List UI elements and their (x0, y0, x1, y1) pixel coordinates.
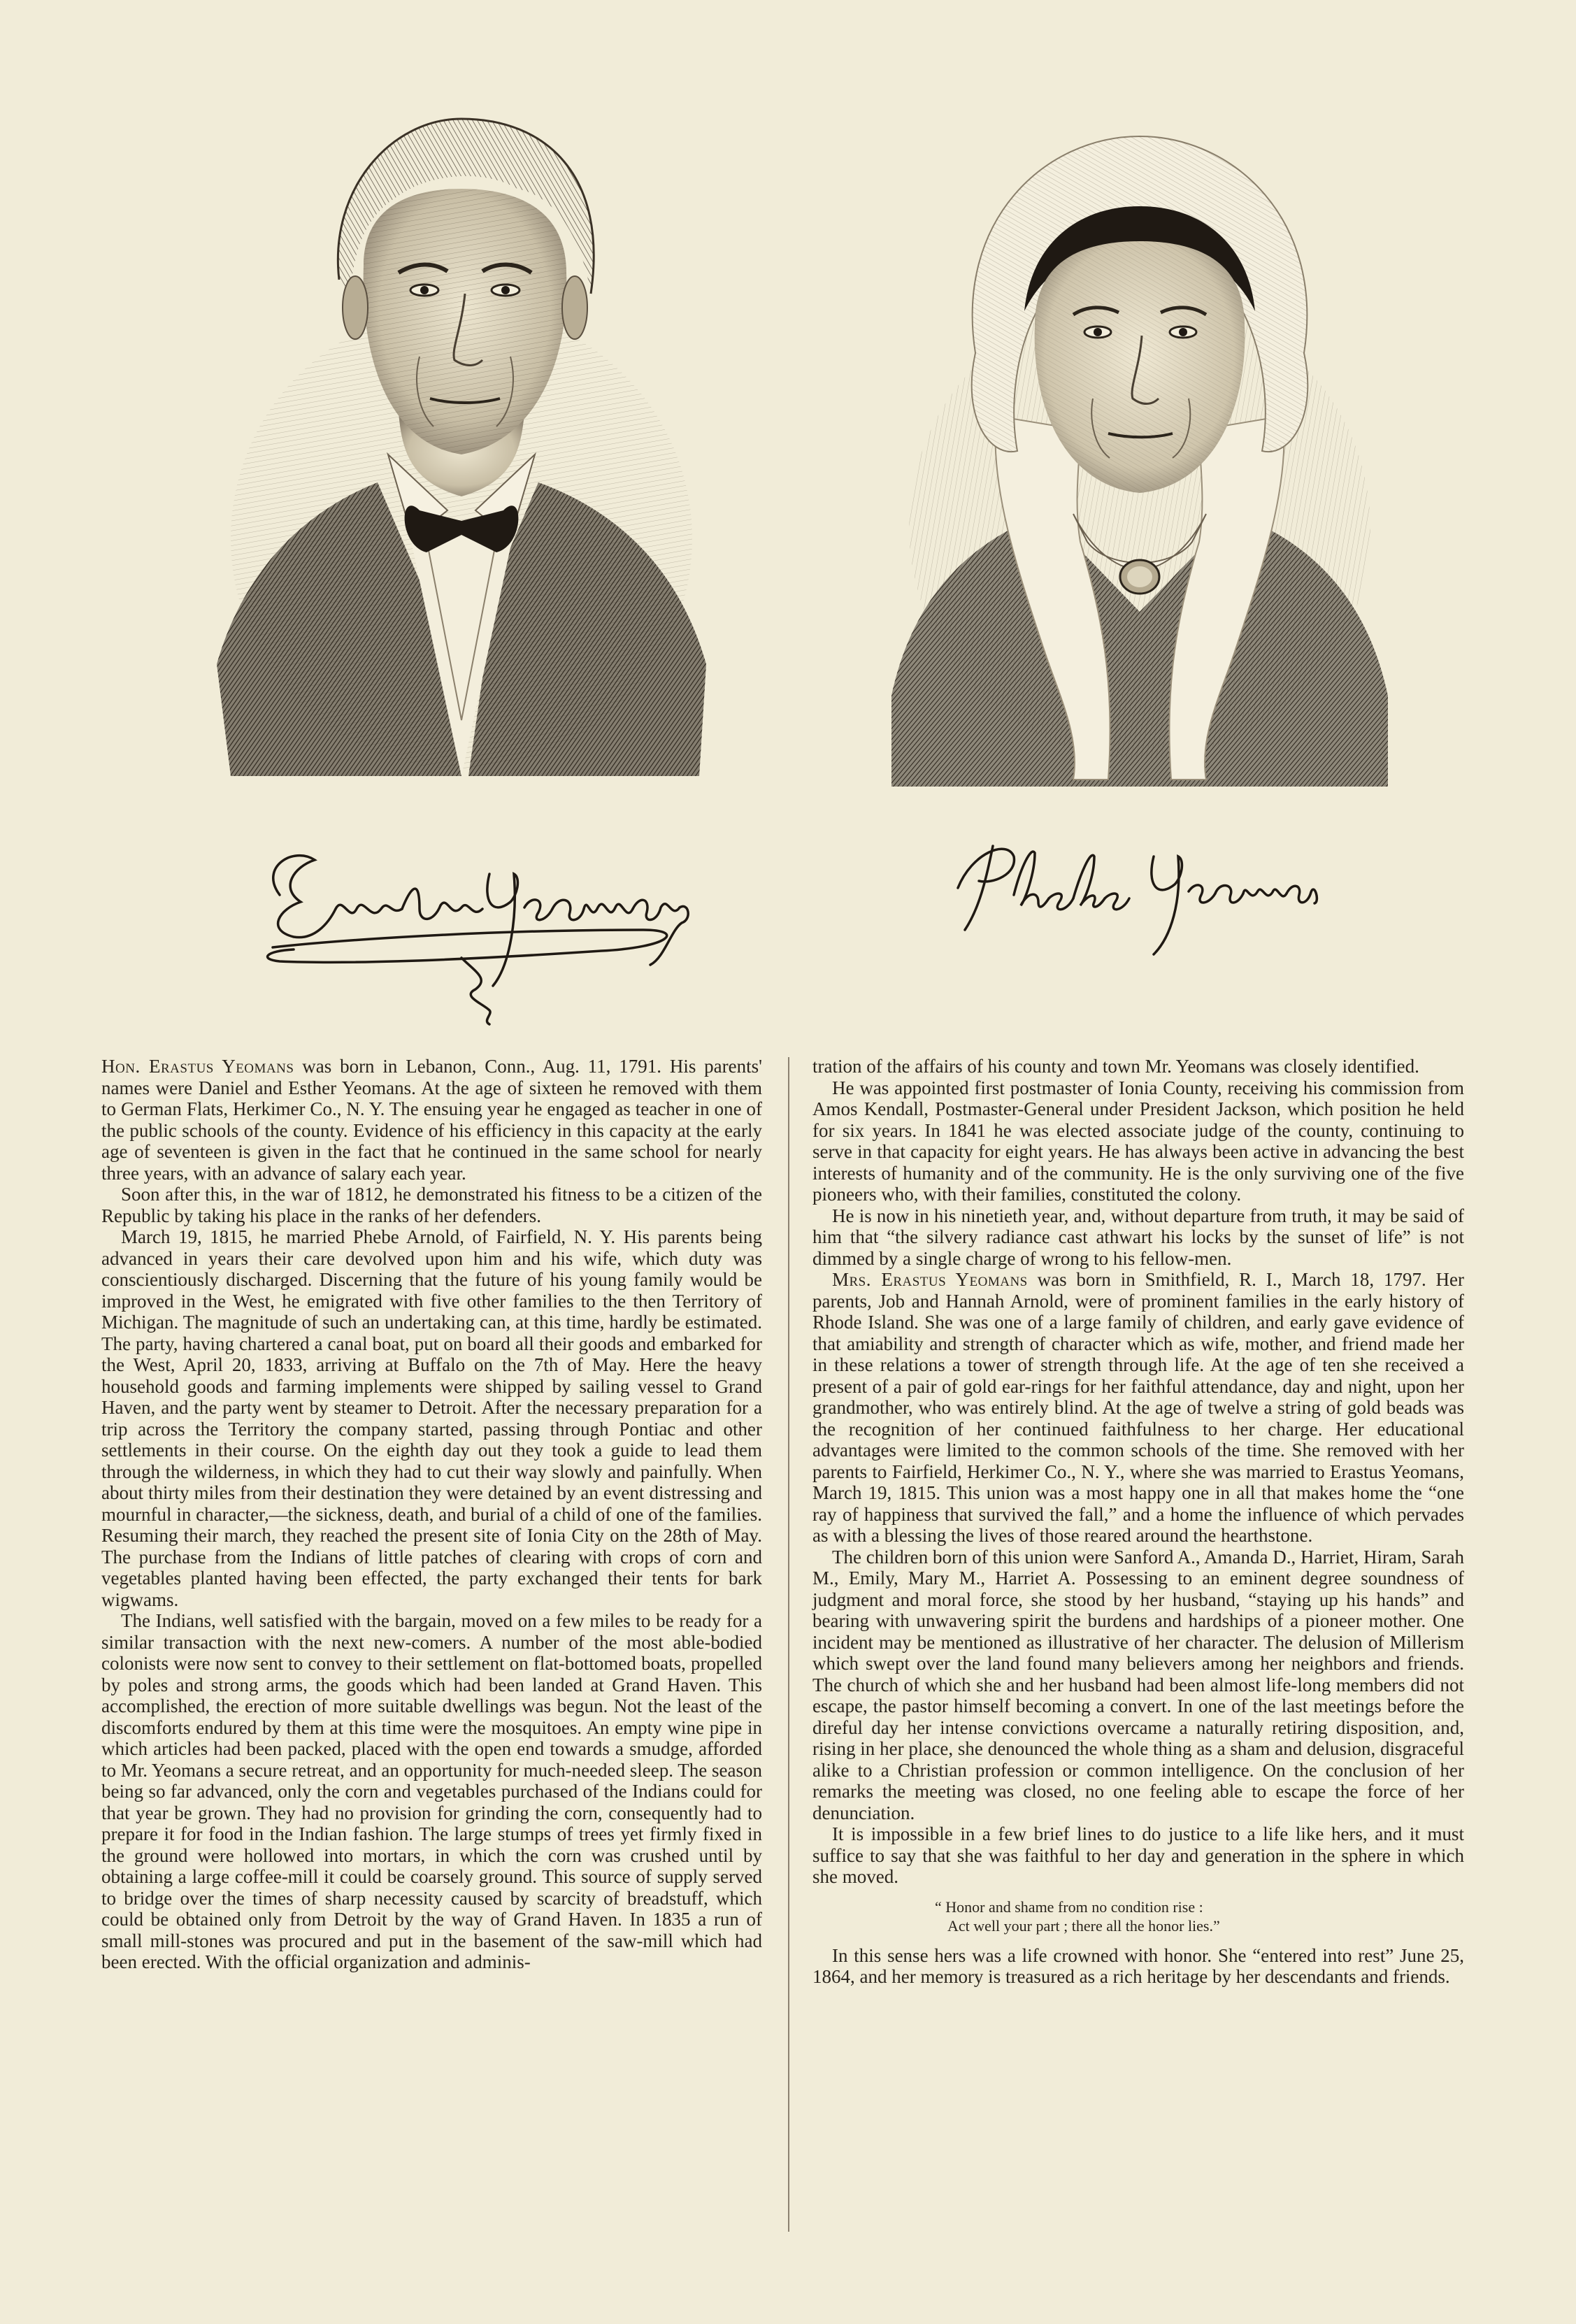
paragraph-closing: In this sense hers was a life crowned with honor. She “entered into rest” June 25, 1864, and her memory is treasured as a rich heritage by her descendants and friends. (812, 1944, 1464, 1987)
portrait-phebe-yeomans (871, 122, 1409, 787)
paragraph-war-1812: Soon after this, in the war of 1812, he demonstrated his fitness to be a citizen of the Republic by taking his place in the ranks of her defenders. (101, 1184, 762, 1226)
paragraph-text: was born in Smithfield, R. I., March 18, 1797. Her parents, Job and Hannah Arnold, were of prominent families in the early history of Rhode Island. She was one of a large family of children, and early gave evidence of that amiability and strength of character which as wife, mother, and friend made her in these relations a tower of strength through life. At the age of ten she received a present of a pair of gold ear-rings for her faithful attendance, day and night, upon her grandmother, who was entirely blind. At the age of twelve a string of gold beads was the recognition of her continued faithfulness to her charge. Her educational advantages were limited to the common schools of the time. She removed with her parents to Fairfield, Herkimer Co., N. Y., where she was married to Erastus Yeomans, March 19, 1815. This union was a most happy one in all that makes home the “one ray of happiness that survived the fall,” and a home the influence of which pervades as with a blessing the lives of those reared around the hearthstone. (812, 1269, 1465, 1546)
paragraph-children: The children born of this union were Sanford A., Amanda D., Harriet, Hiram, Sarah M., Emily, Mary M., Harriet A. Possessing to an eminent degree soundness of judgment and moral force, she stood by her husband, “staying up his hands” and bearing with unwavering spirit the burdens and hardships of a pioneer mother. One incident may be mentioned as illustrative of her character. The delusion of Millerism which swept over the land found many believers among her neighbors and friends. The church of which she and her husband had been almost life-long members did not escape, the pastor himself becoming a convert. In one of the last meetings before the direful day her intense convictions overcame a naturally retiring disposition, and, rising in her place, she denounced the whole thing as a sham and delusion, disgraceful alike to a Christian profession or common intelligence. On the conclusion of her remarks the meeting was closed, no one feeling able to escape the force of her denunciation. (812, 1546, 1464, 1823)
paragraph-erastus-intro (101, 1056, 762, 1184)
right-column (812, 1056, 1464, 1988)
left-column (101, 1056, 762, 1973)
signature-erastus-yeomans (252, 825, 699, 1028)
column-divider (788, 1057, 789, 2232)
paragraph-text: was born in Lebanon, Conn., Aug. 11, 1791. His parents' names were Daniel and Esther Yeomans. At the age of sixteen he removed with them to German Flats, Herkimer Co., N. Y. The ensuing year he engaged as teacher in one of the public schools of the county. Evidence of his efficiency in this capacity at the early age of seventeen is given in the fact that he continued in the same school for nearly three years, with an advance of salary each year. (101, 1056, 762, 1184)
verse-line-1: “ Honor and shame from no condition rise : (935, 1898, 1203, 1916)
paragraph-mrs-yeomans-intro (812, 1269, 1464, 1547)
quoted-verse (935, 1898, 1464, 1935)
paragraph-settlement: The Indians, well satisfied with the bargain, moved on a few miles to be ready for a similar transaction with the next new-comers. A number of the most able-bodied colonists were now sent to convey to their settlement on flat-bottomed boats, propelled by poles and strong arms, the goods which had been landed at Grand Haven. This accomplished, the erection of more suitable dwellings was begun. Not the least of the discomforts endured by them at this time were the mosquitoes. An empty wine pipe in which articles had been packed, placed with the open end towards a smudge, afforded to Mr. Yeomans a secure retreat, and an opportunity for much-needed sleep. The season being so far advanced, only the corn and vegetables purchased of the Indians could for that year be grown. They had no provision for grinding the corn, consequently had to prepare it for food in the Indian fashion. The large stumps of trees yet firmly fixed in the ground were hollowed into mortars, in which the corn was crushed until by obtaining a large coffee-mill it could be coarsely ground. This source of supply served to bridge over the times of sharp necessity caused by scarcity of breadstuff, which could be obtained only from Detroit by the way of Grand Haven. In 1835 a run of small mill-stones was procured and put in the basement of the saw-mill which had been erected. With the official organization and adminis- (101, 1610, 762, 1972)
paragraph-ninetieth-year: He is now in his ninetieth year, and, without departure from truth, it may be said of him that “the silvery radiance cast athwart his locks by the sunset of life” is not dimmed by a single charge of wrong to his fellow-men. (812, 1205, 1464, 1269)
verse-line-2: Act well your part ; there all the honor lies.” (947, 1916, 1220, 1935)
paragraph-tribute: It is impossible in a few brief lines to do justice to a life like hers, and it must suffice to say that she was faithful to her day and generation in the sphere in which she moved. (812, 1823, 1464, 1887)
paragraph-postmaster: He was appointed first postmaster of Ionia County, receiving his commission from Amos Kendall, Postmaster-General under President Jackson, which position he held for six years. In 1841 he was elected associate judge of the county, continuing to serve in that capacity for eight years. He has always been active in advancing the best interests of humanity and of the community. He is the only surviving one of the five pioneers who, with their families, constituted the colony. (812, 1077, 1464, 1205)
subject-name-mrs-yeomans: Mrs. Erastus Yeomans (832, 1269, 1028, 1290)
subject-name-erastus: Hon. Erastus Yeomans (101, 1056, 294, 1077)
paragraph-marriage-emigration: March 19, 1815, he married Phebe Arnold, of Fairfield, N. Y. His parents being advanced in years their care devolved upon him and his wife, which duty was conscientiously discharged. Discerning that the future of his young family would be improved in the West, he emigrated with five other families to the then Territory of Michigan. The magnitude of such an undertaking can, at this time, hardly be estimated. The party, having chartered a canal boat, put on board all their goods and embarked for the West, April 20, 1833, arriving at Buffalo on the 7th of May. Here the heavy household goods and farming implements were shipped by sailing vessel to Grand Haven, and the party went by steamer to Detroit. After the necessary preparation for a trip across the Territory the company started, passing through Pontiac and other settlements in their course. On the eighth day out they took a guide to lead them through the wilderness, in which they had to cut their way slowly and painfully. When about thirty miles from their destination they were detained by an event distressing and mournful in character,—the sickness, death, and burial of a child of one of the families. Resuming their march, they reached the present site of Ionia City on the 28th of May. The purchase from the Indians of little patches of clearing with crops of corn and vegetables planted having been effected, the party exchanged their tents for bark wigwams. (101, 1226, 762, 1610)
portrait-erastus-yeomans (189, 91, 734, 776)
paragraph-continuation: tration of the affairs of his county and town Mr. Yeomans was closely identified. (812, 1056, 1419, 1077)
signature-phebe-yeomans (944, 825, 1321, 965)
